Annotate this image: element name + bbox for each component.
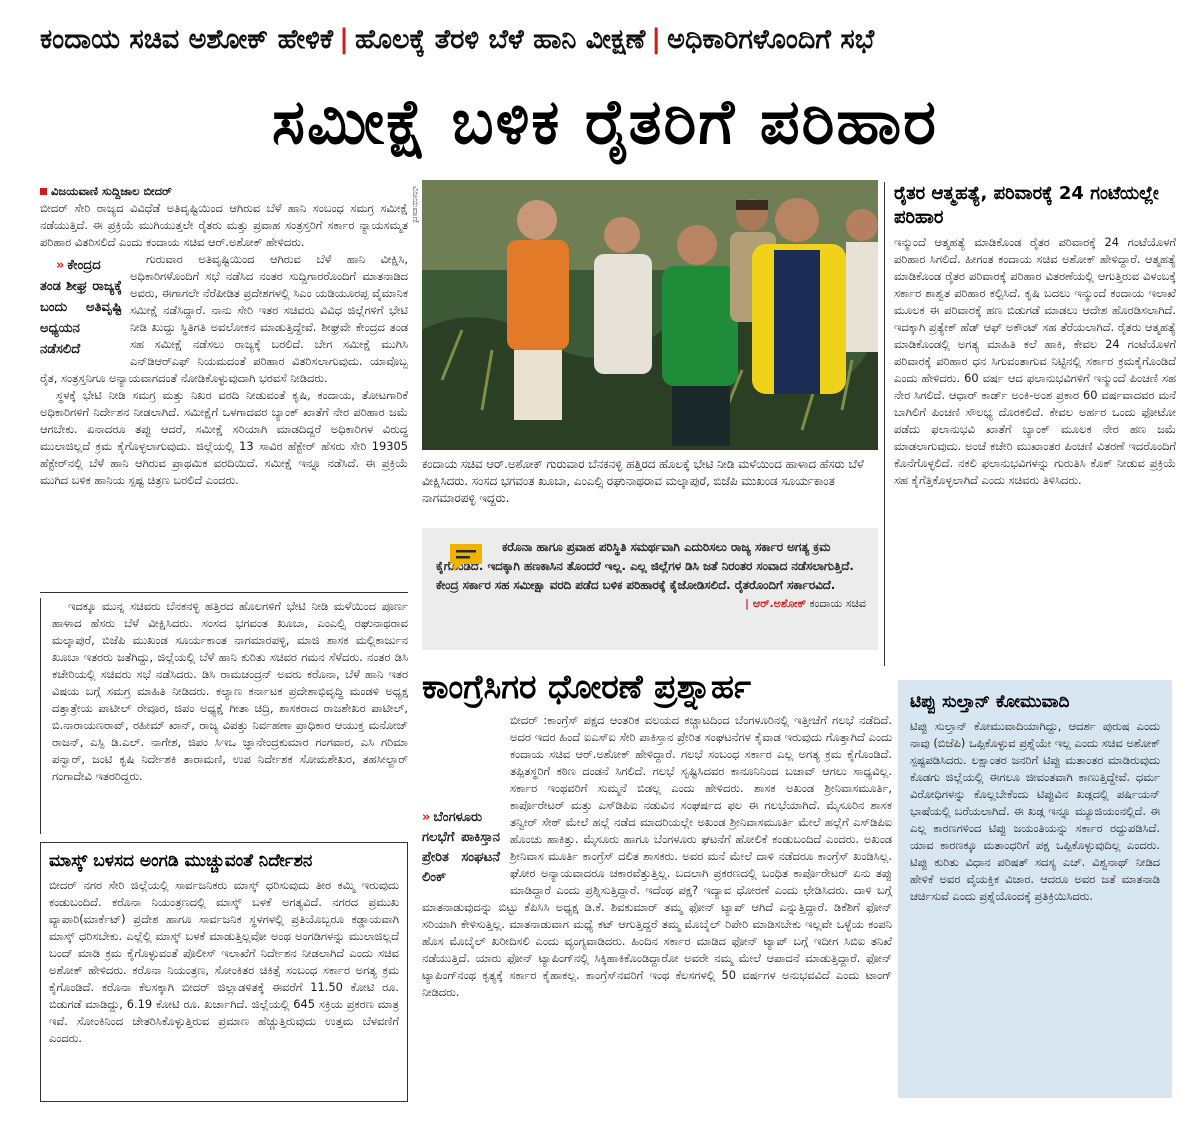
- congress-story-body-wrap: [422, 712, 892, 1104]
- photo-illustration: [422, 180, 878, 450]
- tipu-box-body: ಟಿಪ್ಪು ಸುಲ್ತಾನ್ ಕೋಮುವಾದಿಯಾಗಿದ್ದು, ಆದರ್ಶ ಪುರುಷ ಎಂದು ನಾವು (ಬಿಜೆಪಿ) ಒಪ್ಪಿಕೊಳ್ಳುವ ಪ್ರಶ್ನೆಯೇ ಇಲ್ಲ ಎಂದು ಸಚಿವ ಅಶೋಕ್ ಸ್ಪಷ್ಟಪಡಿಸಿದರು. ಲಕ್ಷಾಂತರ ಜನರಿಗೆ ಟಿಪ್ಪು ಮತಾಂತರ ಮಾಡಿರುವುದು ಕೊಡಗು ಜಿಲ್ಲೆಯಲ್ಲಿ ಈಗಲೂ ಜೀವಂತವಾಗಿ ಕಾಣುತ್ತಿದ್ದೇವೆ. ಧರ್ಮ ವಿರೋಧಿಗಳನ್ನು ಕೊಲ್ಲಬೇಕೆಂದು ಟಿಪ್ಪುವಿನ ಖಡ್ಗದಲ್ಲಿ ಪರ್ಷಿಯನ್ ಭಾಷೆಯಲ್ಲಿ ಬರೆಯಲಾಗಿದೆ. ಈ ಖಡ್ಗ ಇನ್ನೂ ಮ್ಯೂಜಿಯಂನಲ್ಲಿದೆ. ಈ ಎಲ್ಲ ಕಾರಣಗಳಿಂದ ಟಿಪ್ಪು ಜಯಂತಿಯನ್ನು ಸರ್ಕಾರ ರದ್ದುಪಡಿಸಿದೆ. ಯಾವ ಕಾರಣಕ್ಕೂ ಮತಾಂಧರಿಗೆ ಪಕ್ಷ ಒಪ್ಪಿಕೊಳ್ಳುವುದಿಲ್ಲ ಎಂದರು. ಟಿಪ್ಪು ಕುರಿತು ವಿಧಾನ ಪರಿಷತ್ ಸದಸ್ಯ ಎಚ್. ವಿಶ್ವನಾಥ್ ನೀಡಿದ ಹೇಳಿಕೆ ಅವರ ವೈಯಕ್ತಿಕ ವಿಚಾರ. ಆದರೂ ಅವರ ಜತೆ ಮಾತನಾಡಿ ಚರ್ಚಿಸುವೆ ಎಂದು ಪ್ರಶ್ನೆಯೊಂದಕ್ಕೆ ಪ್ರತಿಕ್ರಿಯಿಸಿದರು.: [910, 719, 1160, 903]
- pull-quote-text: ಕೇಂದ್ರದ ತಂಡ ಶೀಘ್ರ ರಾಜ್ಯಕ್ಕೆ ಬಂದು ಅತಿವೃಷ್ಟಿ ಅಧ್ಯಯನ ನಡೆಸಲಿದೆ: [40, 258, 122, 357]
- quote-author: | ಆರ್.ಅಶೋಕ್: [745, 597, 807, 610]
- kicker-separator: |: [651, 24, 662, 55]
- photo-caption: ಕಂದಾಯ ಸಚಿವ ಆರ್.ಅಶೋಕ್ ಗುರುವಾರ ಬೆನಕನಳ್ಳಿ ಹತ್ತಿರದ ಹೊಲಕ್ಕೆ ಭೇಟಿ ನೀಡಿ ಮಳೆಯಿಂದ ಹಾಳಾದ ಹೆಸರು ಬೆಳೆ ವೀಕ್ಷಿಸಿದರು. ಸಂಸದ ಭಗವಂತ ಖೂಬಾ, ಎಂಎಲ್ಸಿ ರಘುನಾಥರಾವ ಮಲ್ಕಾಪುರೆ, ಬಿಜೆಪಿ ಮುಖಂಡ ಸೂರ್ಯಕಾಂತ ನಾಗಮಾರಪಳ್ಳಿ ಇದ್ದರು.: [422, 457, 864, 505]
- congress-pull-quote-text: ಬೆಂಗಳೂರು ಗಲಭೆಗೆ ಪಾಕಿಸ್ತಾನ ಪ್ರೇರಿತ ಸಂಘಟನೆ ಲಿಂಕ್: [422, 810, 500, 885]
- double-chevron-icon: »: [422, 810, 431, 825]
- congress-story-body: ಬೀದರ್ :ಕಾಂಗ್ರೆಸ್ ಪಕ್ಷದ ಆಂತರಿಕ ವಲಯದ ಕಚ್ಚಾಟದಿಂದ ಬೆಂಗಳೂರಿನಲ್ಲಿ ಇತ್ತೀಚೆಗೆ ಗಲಭೆ ನಡೆದಿದೆ. ಅದರ ಇದರ ಹಿಂದೆ ಐಎಸ್‌ಐ ಸೇರಿ ಪಾಕಿಸ್ತಾನ ಪ್ರೇರಿತ ಸಂಘಟನೆಗಳ ಕೈವಾಡ ಇರುವುದು ಗೊತ್ತಾಗಿದೆ ಎಂದು ಕಂದಾಯ ಸಚಿವ ಆರ್.ಅಶೋಕ್ ಹೇಳಿದ್ದಾರೆ. ಗಲಭೆ ಸಂಬಂಧ ಸರ್ಕಾರ ಎಲ್ಲ ಅಗತ್ಯ ಕ್ರಮ ಕೈಗೊಂಡಿದೆ. ತಪ್ಪಿತಸ್ಥರಿಗೆ ಕಠಿಣ ದಂಡನೆ ಸಿಗಲಿದೆ. ಗಲಭೆ ಸೃಷ್ಟಿಸಿದವರ ಕಾನೂನಿನಿಂದ ಬಚಾವ್ ಆಗಲು ಸಾಧ್ಯವಿಲ್ಲ. ಸರ್ಕಾರ ಇಂಥವರಿಗೆ ಸುಮ್ಮನೆ ಬಿಡಲ್ಲ ಎಂದು ಹೇಳಿದರು. ಶಾಸಕ ಅಖಂಡ ಶ್ರೀನಿವಾಸಮೂರ್ತಿ, ಕಾರ್ಪೊರೇಟರ್ ಮತ್ತು ಎಸ್‌ಡಿಪಿಐ ನಡುವಿನ ಸಂಘರ್ಷದ ಫಲ ಈ ಗಲಭೆಯಾಗಿದೆ. ಮೈಸೂರಿನ ಶಾಸಕ ತನ್ವೀರ್ ಸೇಠ್ ಮೇಲೆ ಹಲ್ಲೆ ನಡೆದ ಮಾದರಿಯಲ್ಲೇ ಅಖಂಡ ಶ್ರೀನಿವಾಸಮೂರ್ತಿ ಮೇಲೆ ಹಲ್ಲೆಗೆ ಎಸ್‌ಡಿಪಿಐ ಹೊಂಚು ಹಾಕಿತ್ತು. ಮೈಸೂರು ಹಾಗೂ ಬೆಂಗಳೂರು ಘಟನೆಗೆ ಹೋಲಿಕೆ ಕಂಡುಬಂದಿದೆ ಎಂದರು. ಅಖಂಡ ಶ್ರೀನಿವಾಸ ಮೂರ್ತಿ ಕಾಂಗ್ರೆಸ್ ದಲಿತ ಶಾಸಕರು. ಅವರ ಮನೆ ಮೇಲೆ ದಾಳಿ ನಡೆದರೂ ಕಾಂಗ್ರೆಸ್ ಖಂಡಿಸಿಲ್ಲ. ಘೋರ ಅನ್ಯಾಯವಾದರೂ ಚಕಾರವೆತ್ತುತ್ತಿಲ್ಲ. ಬದಲಾಗಿ ಪ್ರಕರಣದಲ್ಲಿ ಬಂಧಿತ ಕಾರ್ಪೊರೇಟರ್ ಏನು ತಪ್ಪು ಮಾಡಿದ್ದಾರೆ ಎಂದು ಪ್ರಶ್ನಿಸುತ್ತಿದ್ದಾರೆ. ಇದೆಂಥ ಪಕ್ಷ? ಇದ್ಯಾವ ಧೋರಣೆ ಎಂದು ಛೇಡಿಸಿದರು. ದಾಳಿ ಬಗ್ಗೆ ಮಾತನಾಡುವುದನ್ನು ಬಿಟ್ಟು ಕೆಪಿಸಿಸಿ ಅಧ್ಯಕ್ಷ ಡಿ.ಕೆ. ಶಿವಕುಮಾರ್ ತಮ್ಮ ಫೋನ್ ಟ್ಯಾಪ್ ಆಗಿದೆ ಎನ್ನುತ್ತಿದ್ದಾರೆ. ಡಿಕೆಶಿಗೆ ಫೋನ್ ಸರಿಯಾಗಿ ಕೇಳಿಸುತ್ತಿಲ್ಲ. ಮಾತನಾಡುವಾಗ ಮಧ್ಯೆ ಕಟ್ ಆಗುತ್ತಿದ್ದರೆ ತಮ್ಮ ಮೊಬೈಲ್ ರಿಪೇರಿ ಮಾಡಿಸಬೇಕು ಇಲ್ಲವೇ ಒಳ್ಳೆಯ ಕಂಪನಿ ಹೊಸ ಮೊಬೈಲ್ ಖರೀದಿಸಲಿ ಎಂದು ವ್ಯಂಗ್ಯವಾಡಿದರು. ಹಿಂದಿನ ಸರ್ಕಾರ ಮಾಡಿದ ಫೋನ್ ಟ್ಯಾಪ್ ಬಗ್ಗೆ ಇದೀಗ ಸಿಬಿಐ ತನಿಖೆ ನಡೆಯುತ್ತಿದೆ. ಯಾರು ಫೋನ್ ಟ್ಯಾಪಿಂಗ್‌ನಲ್ಲಿ ಸಿಕ್ಕಿಹಾಕಿಕೊಂಡಿದ್ದಾರೋ ಅವರೇ ನಮ್ಮ ಮೇಲೆ ಆಪಾದನೆ ಮಾಡುತ್ತಿದ್ದಾರೆ. ಫೋನ್ ಟ್ಯಾಪಿಂಗ್‌ನಂಥ ಕೃತ್ಯಕ್ಕೆ ಸರ್ಕಾರ ಕೈಹಾಕಲ್ಲ. ಕಾಂಗ್ರೆಸ್‌ನವರಿಗೆ ಇಂಥ ಕೆಲಸಗಳಲ್ಲಿ 50 ವರ್ಷಗಳ ಅನುಭವವಿದೆ ಎಂದು ಟಾಂಗ್ ನೀಡಿದರು.: [422, 713, 892, 999]
- kicker-part-3: ಅಧಿಕಾರಿಗಳೊಂದಿಗೆ ಸಭೆ: [667, 24, 875, 55]
- main-story-continued: [40, 598, 408, 834]
- main-story-para-1: ಬೀದರ್ ಸೇರಿ ರಾಜ್ಯದ ವಿವಿಧೆಡೆ ಅತಿವೃಷ್ಟಿಯಿಂದ ಆಗಿರುವ ಬೆಳೆ ಹಾನಿ ಸಂಬಂಧ ಸಮಗ್ರ ಸಮೀಕ್ಷೆ ನಡೆಯುತ್ತಿದೆ. ಈ ಪ್ರಕ್ರಿಯೆ ಮುಗಿಯುತ್ತಲೇ ರೈತರು ಮತ್ತು ಪ್ರವಾಹ ಸಂತ್ರಸ್ತರಿಗೆ ಸರ್ಕಾರ ನ್ಯಾಯಸಮ್ಮತ ಪರಿಹಾರ ವಿತರಿಸಲಿದೆ ಎಂದು ಕಂದಾಯ ಸಚಿವ ಆರ್.ಅಶೋಕ್ ಹೇಳಿದರು.: [40, 201, 408, 249]
- photo-credit: ವಿಜಯವಾಣಿ: [410, 186, 420, 223]
- main-story-para-2: ಗುರುವಾರ ಅತಿವೃಷ್ಟಿಯಿಂದ ಆಗಿರುವ ಬೆಳೆ ಹಾನಿ ವೀಕ್ಷಿಸಿ, ಅಧಿಕಾರಿಗಳೊಂದಿಗೆ ಸಭೆ ನಡೆಸಿದ ನಂತರ ಸುದ್ದಿಗಾರರೊಂದಿಗೆ ಮಾತನಾಡಿದ ಅವರು, ಈಗಾಗಲೇ ನೆರೆಪೀಡಿತ ಪ್ರದೇಶಗಳಲ್ಲಿ ಸಿಎಂ ಯಡಿಯೂರಪ್ಪ ವೈಮಾನಿಕ ಸಮೀಕ್ಷೆ ನಡೆಸಿದ್ದಾರೆ. ನಾನು ಸೇರಿ ಇತರ ಸಚಿವರು ವಿವಿಧ ಜಿಲ್ಲೆಗಳಿಗೆ ಭೇಟಿ ನೀಡಿ ಖುದ್ದು ಸ್ಥಿತಿಗತಿ ಅವಲೋಕನ ಮಾಡುತ್ತಿದ್ದೇವೆ. ಶೀಘ್ರವೇ ಕೇಂದ್ರದ ತಂಡ ಸಹ ಸಮೀಕ್ಷೆ ನಡೆಸಲು ರಾಜ್ಯಕ್ಕೆ ಬರಲಿದೆ. ಬೇಗ ಸಮೀಕ್ಷೆ ಮುಗಿಸಿ ಎನ್‌ಡಿಆರ್‌ಎಫ್ ನಿಯಮದಂತೆ ಪರಿಹಾರ ವಿತರಿಸಲಾಗುವುದು. ಯಾವೊಬ್ಬ ರೈತ, ಸಂತ್ರಸ್ತನಿಗೂ ಅನ್ಯಾಯವಾಗದಂತೆ ನೋಡಿಕೊಳ್ಳುವುದಾಗಿ ಭರವಸೆ ನೀಡಿದರು.: [40, 252, 408, 385]
- main-headline: ಸಮೀಕ್ಷೆ ಬಳಿಕ ರೈತರಿಗೆ ಪರಿಹಾರ: [272, 85, 938, 158]
- red-square-bullet-icon: [40, 188, 47, 195]
- tipu-sultan-box: [898, 680, 1172, 1098]
- dateline-text: ವಿಜಯವಾಣಿ ಸುದ್ದಿಜಾಲ ಬೀದರ್: [51, 184, 172, 198]
- divider: [40, 598, 41, 834]
- dateline: [40, 182, 408, 200]
- kicker-part-2: ಹೊಲಕ್ಕೆ ತೆರಳಿ ಬೆಳೆ ಹಾನಿ ವೀಕ್ಷಣೆ: [354, 24, 646, 55]
- speech-bubble-icon: [448, 542, 484, 572]
- kicker-separator: |: [339, 24, 349, 55]
- mask-box-title: ಮಾಸ್ಕ್ ಬಳಸದ ಅಂಗಡಿ ಮುಚ್ಚುವಂತೆ ನಿರ್ದೇಶನ: [49, 851, 313, 871]
- kicker-line: [40, 18, 1170, 62]
- main-story-column: [40, 182, 408, 588]
- tipu-box-title: ಟಿಪ್ಪು ಸುಲ್ತಾನ್ ಕೋಮುವಾದಿ: [910, 692, 1070, 712]
- double-chevron-icon: »: [56, 258, 65, 273]
- congress-story-title: ಕಾಂಗ್ರೆಸಿಗರ ಧೋರಣೆ ಪ್ರಶ್ನಾರ್ಹ: [422, 667, 751, 706]
- pull-quote: [40, 255, 122, 360]
- main-story-para-3: ಸ್ಥಳಕ್ಕೆ ಭೇಟಿ ನೀಡಿ ಸಮಗ್ರ ಮತ್ತು ನಿಖರ ವರದಿ ನೀಡುವಂತೆ ಕೃಷಿ, ಕಂದಾಯ, ತೋಟಗಾರಿಕೆ ಅಧಿಕಾರಿಗಳಿಗೆ ನಿರ್ದೇಶನ ನೀಡಲಾಗಿದೆ. ಸಮೀಕ್ಷೆಗೆ ಒಳಗಾದವರ ಬ್ಯಾಂಕ್ ಖಾತೆಗೆ ನೇರ ಪರಿಹಾರ ಜಮೆ ಆಗಬೇಕು. ಏನಾದರೂ ತಪ್ಪು ಆದರೆ, ಸಮೀಕ್ಷೆ ಸರಿಯಾಗಿ ಮಾಡದಿದ್ದರೆ ಅಧಿಕಾರಿಗಳ ವಿರುದ್ಧ ಮುಲಾಜಿಲ್ಲದೆ ಕ್ರಮ ಕೈಗೊಳ್ಳಲಾಗುವುದು. ಜಿಲ್ಲೆಯಲ್ಲಿ 13 ಸಾವಿರ ಹೆಕ್ಟೇರ್ ಹೆಸರು ಸೇರಿ 19305 ಹೆಕ್ಟೇರ್‌ನಲ್ಲಿ ಬೆಳೆ ಹಾನಿ ಆಗಿರುವ ಪ್ರಾಥಮಿಕ ವರದಿಯಿದೆ. ಸಮೀಕ್ಷೆ ಇನ್ನೂ ನಡೆಸಿದೆ. ಈ ಪ್ರಕ್ರಿಯೆ ಮುಗಿದ ಬಳಿಕ ಹಾನಿಯ ಸ್ಪಷ್ಟ ಚಿತ್ರಣ ಬರಲಿದೆ ಎಂದರು.: [40, 388, 408, 487]
- main-story-para-4: ಇದಕ್ಕೂ ಮುನ್ನ ಸಚಿವರು ಬೆನಕನಳ್ಳಿ ಹತ್ತಿರದ ಹೊಲಗಳಿಗೆ ಭೇಟಿ ನೀಡಿ ಮಳೆಯಿಂದ ಪೂರ್ಣ ಹಾಳಾದ ಹೆಸರು ಬೆಳೆ ವೀಕ್ಷಿಸಿದರು. ಸಂಸದ ಭಗವಂತ ಖೂಬಾ, ಎಂಎಲ್ಸಿ ರಘುನಾಥರಾವ ಮಲ್ಕಾಪುರೆ, ಬಿಜೆಪಿ ಮುಖಂಡ ಸೂರ್ಯಕಾಂತ ನಾಗಮಾರಪಳ್ಳಿ, ಮಾಜಿ ಶಾಸಕ ಮಲ್ಲಿಕಾರ್ಜುನ ಖೂಬಾ ಇತರರು ಜತೆಗಿದ್ದು, ಜಿಲ್ಲೆಯಲ್ಲಿ ಬೆಳೆ ಹಾನಿ ಕುರಿತು ಸಚಿವರ ಗಮನ ಸೆಳೆದರು. ನಂತರ ಡಿಸಿ ಕಚೇರಿಯಲ್ಲಿ ಸಚಿವರು ಸಭೆ ನಡೆಸಿದರು. ಡಿಸಿ ರಾಮಚಂದ್ರನ್ ಅವರು ಕರೊನಾ, ಬೆಳೆ ಹಾನಿ ಇತರ ವಿಷಯ ಬಗ್ಗೆ ಸಮಗ್ರ ಮಾಹಿತಿ ನೀಡಿದರು. ಕಲ್ಯಾಣ ಕರ್ನಾಟಕ ಪ್ರದೇಶಾಭಿವೃದ್ಧಿ ಮಂಡಳಿ ಅಧ್ಯಕ್ಷ ದತ್ತಾತ್ರೇಯ ಪಾಟೀಲ್ ರೇವೂರ, ಜಿಪಂ ಅಧ್ಯಕ್ಷೆ ಗೀತಾ ಚಿದ್ರಿ, ಶಾಸಕರಾದ ರಾಜಶೇಖರ ಪಾಟೀಲ್, ಬಿ.ನಾರಾಯಣರಾವ್, ರಹೀಮ್ ಖಾನ್, ರಾಜ್ಯ ವಿಪತ್ತು ನಿರ್ವಹಣಾ ಪ್ರಾಧಿಕಾರ ಆಯುಕ್ತ ಮನೋಜ್ ರಾಜನ್, ಎಸ್ಪಿ ಡಿ.ಎಲ್. ನಾಗೇಶ, ಜಿಪಂ ಸಿಇಒ ಜ್ಞಾನೇಂದ್ರಕುಮಾರ ಗಂಗವಾರ, ಎಸಿ ಗರಿಮಾ ಪನ್ವಾರ್, ಜಂಟಿ ಕೃಷಿ ನಿರ್ದೇಶಕಿ ತಾರಾಮಣಿ, ಉಪ ನಿರ್ದೇಶಕ ಸೋಮಶೇಖರ, ತಹಸೀಲ್ದಾರ್ ಗಂಗಾದೇವಿ ಇತರರಿದ್ದರು.: [52, 599, 408, 783]
- quote-text: ಕರೊನಾ ಹಾಗೂ ಪ್ರವಾಹ ಪರಿಸ್ಥಿತಿ ಸಮರ್ಥವಾಗಿ ಎದುರಿಸಲು ರಾಜ್ಯ ಸರ್ಕಾರ ಅಗತ್ಯ ಕ್ರಮ ಕೈಗೊಂಡಿದೆ. ಇದಕ್ಕಾಗಿ ಹಣಕಾಸಿನ ತೊಂದರೆ ಇಲ್ಲ. ಎಲ್ಲ ಜಿಲ್ಲೆಗಳ ಡಿಸಿ ಜತೆ ನಿರಂತರ ಸಂವಾದ ನಡೆಸಲಾಗುತ್ತಿದೆ. ಕೇಂದ್ರ ಸರ್ಕಾರ ಸಹ ಸಮೀಕ್ಷಾ ವರದಿ ಪಡೆದ ಬಳಿಕ ಪರಿಹಾರಕ್ಕೆ ಕೈಜೋಡಿಸಲಿದೆ. ರೈತರೊಂದಿಗೆ ಸರ್ಕಾರವಿದೆ.: [436, 540, 854, 592]
- news-photo: [422, 180, 878, 450]
- divider: [884, 182, 885, 666]
- kicker-part-1: ಕಂದಾಯ ಸಚಿವ ಅಶೋಕ್ ಹೇಳಿಕೆ: [40, 24, 334, 55]
- farmer-suicide-body: ಇನ್ಮುಂದೆ ಆತ್ಮಹತ್ಯೆ ಮಾಡಿಕೊಂಡ ರೈತರ ಪರಿವಾರಕ್ಕೆ 24 ಗಂಟೆಯೊಳಗೆ ಪರಿಹಾರ ಸಿಗಲಿದೆ. ಹೀಗಂತ ಕಂದಾಯ ಸಚಿವ ಅಶೋಕ್ ಹೇಳಿದ್ದಾರೆ. ಆತ್ಮಹತ್ಯೆ ಮಾಡಿಕೊಂಡ ರೈತರ ಪರಿವಾರಕ್ಕೆ ಪರಿಹಾರ ವಿತರಣೆಯಲ್ಲಿ ಆಗುತ್ತಿರುವ ವಿಳಂಬಕ್ಕೆ ಸರ್ಕಾರ ಶಾಶ್ವತ ಪರಿಹಾರ ಕಲ್ಪಿಸಿದೆ. ಕೃಷಿ ಬದಲು ಇನ್ಮುಂದೆ ಕಂದಾಯ ಇಲಾಖೆ ಮೂಲಕ ಈ ಪರಿವಾರಕ್ಕೆ ಹಣ ಬಿಡುಗಡೆ ಮಾಡಲು ಆದೇಶ ಹೊರಡಿಸಲಾಗಿದೆ. ಇದಕ್ಕಾಗಿ ಪ್ರತ್ಯೇಕ್ ಹೆಡ್ ಆಫ್ ಅಕೌಂಟ್ ಸಹ ತೆರೆಯಲಾಗಿದೆ. ರೈತರು ಆತ್ಮಹತ್ಯೆ ಮಾಡಿಕೊಂಡಲ್ಲಿ ಅಗತ್ಯ ಮಾಹಿತಿ ಕಲೆ ಹಾಕಿ, ಕೇವಲ 24 ಗಂಟೆಯೊಳಗೆ ಪರಿವಾರಕ್ಕೆ ಪರಿಹಾರ ಧನ ಸಿಗುವಂತಾಗುವ ನಿಟ್ಟಿನಲ್ಲಿ ಸರ್ಕಾರ ಕ್ರಮಕೈಗೊಂಡಿದೆ ಎಂದು ಹೇಳಿದರು. 60 ವರ್ಷ ಆದ ಫಲಾನುಭವಿಗಳಿಗೆ ಇನ್ಮುಂದೆ ಪಿಂಚಣಿ ಸಹ ನೇರ ಸಿಗಲಿದೆ. ಆಧಾರ್ ಕಾರ್ಡ್ ಅಂಕಿ-ಅಂಶ ಪ್ರಕಾರ 60 ವರ್ಷವಾದವರ ಮನೆ ಬಾಗಿಲಿಗೆ ಪಿಂಚಣಿ ಸೌಲಭ್ಯ ದೊರಕಲಿದೆ. ಕೇವಲ ಅರ್ಹರ ಒಂದು ಫೋಟೋ ಪಡೆದು ಫಲಾನುಭವಿ ಖಾತೆಗೆ ಬ್ಯಾಂಕ್ ಮೂಲಕ ನೇರ ಹಣ ಜಮೆ ಮಾಡಲಾಗುವುದು. ಅಂಚೆ ಕಚೇರಿ ಮುಖಾಂತರ ಪಿಂಚಣಿ ವಿತರಣೆ ಇದರೊಂದಿಗೆ ಕೊನೆಗೊಳ್ಳಲಿದೆ. ನಕಲಿ ಫಲಾನುಭವಿಗಳನ್ನು ಗುರುತಿಸಿ ಕೊಕ್ ನೀಡುವ ಪ್ರಕ್ರಿಯೆ ಸಹ ಕೈಗೆತ್ತಿಕೊಳ್ಳಲಾಗಿದೆ ಎಂದು ಸಚಿವರು ತಿಳಿಸಿದರು.: [894, 235, 1176, 487]
- congress-pull-quote: [422, 808, 500, 888]
- main-story-para-2-wrap: [40, 251, 408, 387]
- farmer-suicide-title: ರೈತರ ಆತ್ಮಹತ್ಯೆ, ಪರಿವಾರಕ್ಕೆ 24 ಗಂಟೆಯಲ್ಲೇ ಪರಿಹಾರ: [894, 183, 1159, 228]
- mask-directive-box: [40, 842, 408, 1102]
- quote-signature: [436, 597, 866, 611]
- farmer-suicide-story: [894, 182, 1176, 666]
- minister-quote-box: [422, 528, 878, 650]
- divider: [40, 592, 408, 593]
- mask-box-body: ಬೀದರ್ ನಗರ ಸೇರಿ ಜಿಲ್ಲೆಯಲ್ಲಿ ಸಾರ್ವಜನಿಕರು ಮಾಸ್ಕ್ ಧರಿಸುವುದು ತೀರ ಕಮ್ಮಿ ಇರುವುದು ಕಂಡುಬಂದಿದೆ. ಕರೊನಾ ನಿಯಂತ್ರಣದಲ್ಲಿ ಮಾಸ್ಕ್ ಬಳಕೆ ಅಗತ್ಯವಿದೆ. ನಗರದ ಪ್ರಮುಖ ವ್ಯಾಪಾರಿ(ಮಾರ್ಕೆಟ್) ಪ್ರದೇಶ ಹಾಗೂ ಸಾರ್ವಜನಿಕ ಸ್ಥಳಗಳಲ್ಲಿ ಪ್ರತಿಯೊಬ್ಬರೂ ಕಡ್ಡಾಯವಾಗಿ ಮಾಸ್ಕ್ ಧರಿಸಬೇಕು. ಎಲ್ಲೆಲ್ಲಿ ಮಾಸ್ಕ್ ಬಳಕೆ ಮಾಡುತ್ತಿಲ್ಲವೋ ಅಂಥ ಅಂಗಡಿಗಳನ್ನು ಮುಲಾಜಿಲ್ಲದೆ ಬಂದ್ ಮಾಡಿ ಕ್ರಮ ಕೈಗೊಳ್ಳುವಂತೆ ಪೊಲೀಸ್ ಇಲಾಖೆಗೆ ನಿರ್ದೇಶನ ನೀಡಲಾಗಿದೆ ಎಂದು ಸಚಿವ ಅಶೋಕ್ ಹೇಳಿದರು. ಕರೊನಾ ನಿಯಂತ್ರಣ, ಸೋಂಕಿತರ ಚಿಕಿತ್ಸೆ ಸಂಬಂಧ ಸರ್ಕಾರ ಅಗತ್ಯ ಕ್ರಮ ಕೈಗೊಂಡಿದೆ. ಕರೊನಾ ಕೆಲಸಕ್ಕಾಗಿ ಬೀದರ್ ಜಿಲ್ಲಾಡಳಿತಕ್ಕೆ ಈವರೆಗೆ 11.50 ಕೋಟಿ ರೂ. ಬಿಡುಗಡೆ ಮಾಡಿದ್ದು, 6.19 ಕೋಟಿ ರೂ. ಖರ್ಚಾಗಿದೆ. ಜಿಲ್ಲೆಯಲ್ಲಿ 645 ಸಕ್ರಿಯ ಪ್ರಕರಣ ಮಾತ್ರ ಇವೆ. ಸೋಂಕಿನಿಂದ ಚೇತರಿಸಿಕೊಳ್ಳುತ್ತಿರುವ ಪ್ರಮಾಣ ಹೆಚ್ಚುತ್ತಿರುವುದು ಉತ್ತಮ ಬೆಳವಣಿಗೆ ಎಂದರು.: [49, 878, 399, 1045]
- quote-author-title: ಕಂದಾಯ ಸಚಿವ: [809, 597, 866, 610]
